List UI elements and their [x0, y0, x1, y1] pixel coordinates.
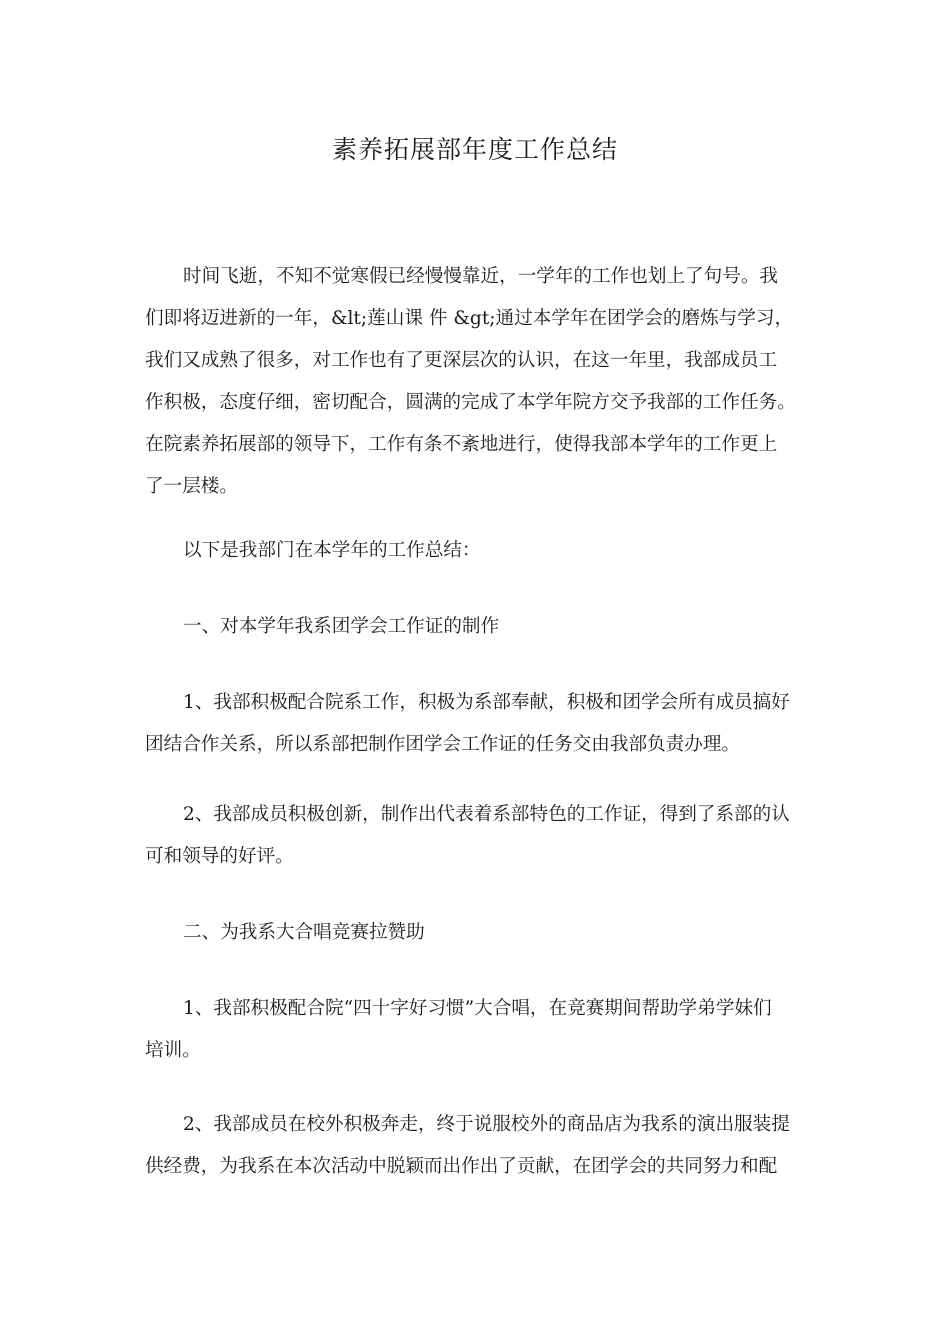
text-line: 2、我部成员积极创新，制作出代表着系部特色的工作证，得到了系部的认: [183, 804, 790, 825]
section-1-item-1: [145, 682, 810, 766]
text-line: 我们又成熟了很多，对工作也有了更深层次的认识，在这一年里，我部成员工: [145, 350, 778, 371]
text-line: 作积极，态度仔细，密切配合，圆满的完成了本学年院方交予我部的工作任务。: [145, 392, 796, 413]
text-line: 团结合作关系，所以系部把制作团学会工作证的任务交由我部负责办理。: [145, 734, 741, 755]
section-1-heading: [145, 606, 810, 648]
section-2-heading: [145, 912, 810, 954]
document-title: 素养拓展部年度工作总结: [331, 135, 618, 164]
text-line: 可和领导的好评。: [145, 846, 294, 867]
text-line: 在院素养拓展部的领导下，工作有条不紊地进行，使得我部本学年的工作更上: [145, 434, 778, 455]
section-2-item-2: [145, 1104, 810, 1188]
text-line: 二、为我系大合唱竞赛拉赞助: [183, 922, 425, 943]
intro-paragraph: [145, 256, 810, 508]
text-line: 1、我部积极配合院系工作，积极为系部奉献，积极和团学会所有成员搞好: [183, 692, 790, 713]
text-line: 1、我部积极配合院“四十字好习惯”大合唱，在竞赛期间帮助学弟学妹们: [183, 998, 772, 1019]
text-line: 以下是我部门在本学年的工作总结：: [183, 540, 481, 561]
text-line: 了一层楼。: [145, 476, 238, 497]
text-line: 们即将迈进新的一年，&lt;莲山课 件 &gt;通过本学年在团学会的磨炼与学习，: [145, 308, 794, 329]
text-line: 2、我部成员在校外积极奔走，终于说服校外的商品店为我系的演出服装提: [183, 1114, 790, 1135]
section-1-item-2: [145, 794, 810, 878]
text-line: 时间飞逝，不知不觉寒假已经慢慢靠近，一学年的工作也划上了句号。我: [183, 266, 779, 287]
text-line: 一、对本学年我系团学会工作证的制作: [183, 616, 500, 637]
text-line: 培训。: [145, 1040, 201, 1061]
section-2-item-1: [145, 988, 810, 1072]
summary-intro-paragraph: [145, 530, 810, 572]
text-line: 供经费，为我系在本次活动中脱颖而出作出了贡献，在团学会的共同努力和配: [145, 1156, 778, 1177]
